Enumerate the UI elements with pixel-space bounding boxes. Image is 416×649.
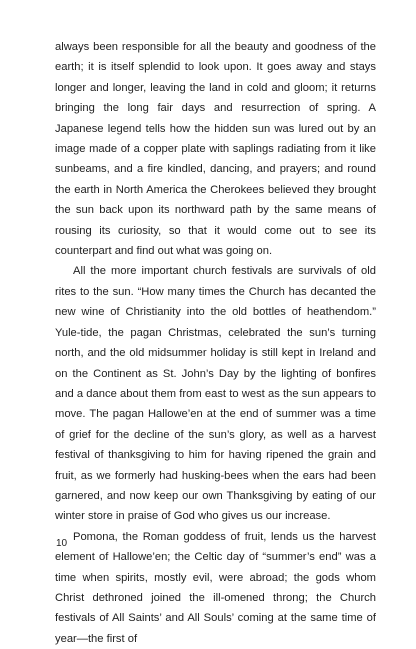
page-number: 10 <box>56 538 68 549</box>
page-body <box>55 37 376 649</box>
paragraph-continued: always been responsible for all the beauty and goodness of the earth; it is itself splendid to look upon. It goes away and stays longer and longer, leaving the land in cold and gloom; it returns bringing the long fair days and resurrection of spring. A Japanese legend tells how the hidden sun was lured out by an image made of a copper plate with saplings radiating from it like sunbeams, and a fire kindled, dancing, and prayers; and round the earth in North America the Cherokees believed they brought the sun back upon its northward path by the same means of rousing its curiosity, so that it would come out to see its counterpart and find out what was going on. <box>55 41 376 258</box>
paragraph-pomona: Pomona, the Roman goddess of fruit, lends us the harvest element of Hallowe’en; the Celtic day of “summer’s end” was a time when spirits, mostly evil, were abroad; the gods whom Christ dethroned joined the ill-omened throng; the Church festivals of All Saints’ and All Souls’ coming at the same time of year—the first of <box>55 530 376 645</box>
paragraph-church-festivals: All the more important church festivals are survivals of old rites to the sun. “How many times the Church has decanted the new wine of Christianity into the old bottles of heathendom.” Yule-tide, the pagan Christmas, celebrated the sun’s turning north, and the old midsummer holiday is still kept in Ireland and on the Continent as St. John’s Day by the lighting of bonfires and a dance about them from east to west as the sun appears to move. The pagan Hallowe’en at the end of summer was a time of grief for the decline of the sun’s glory, as well as a harvest festival of thanksgiving to him for having ripened the grain and fruit, as we formerly had husking-bees when the ears had been garnered, and now keep our own Thanksgiving by eating of our winter store in praise of God who gives us our increase. <box>55 265 376 523</box>
